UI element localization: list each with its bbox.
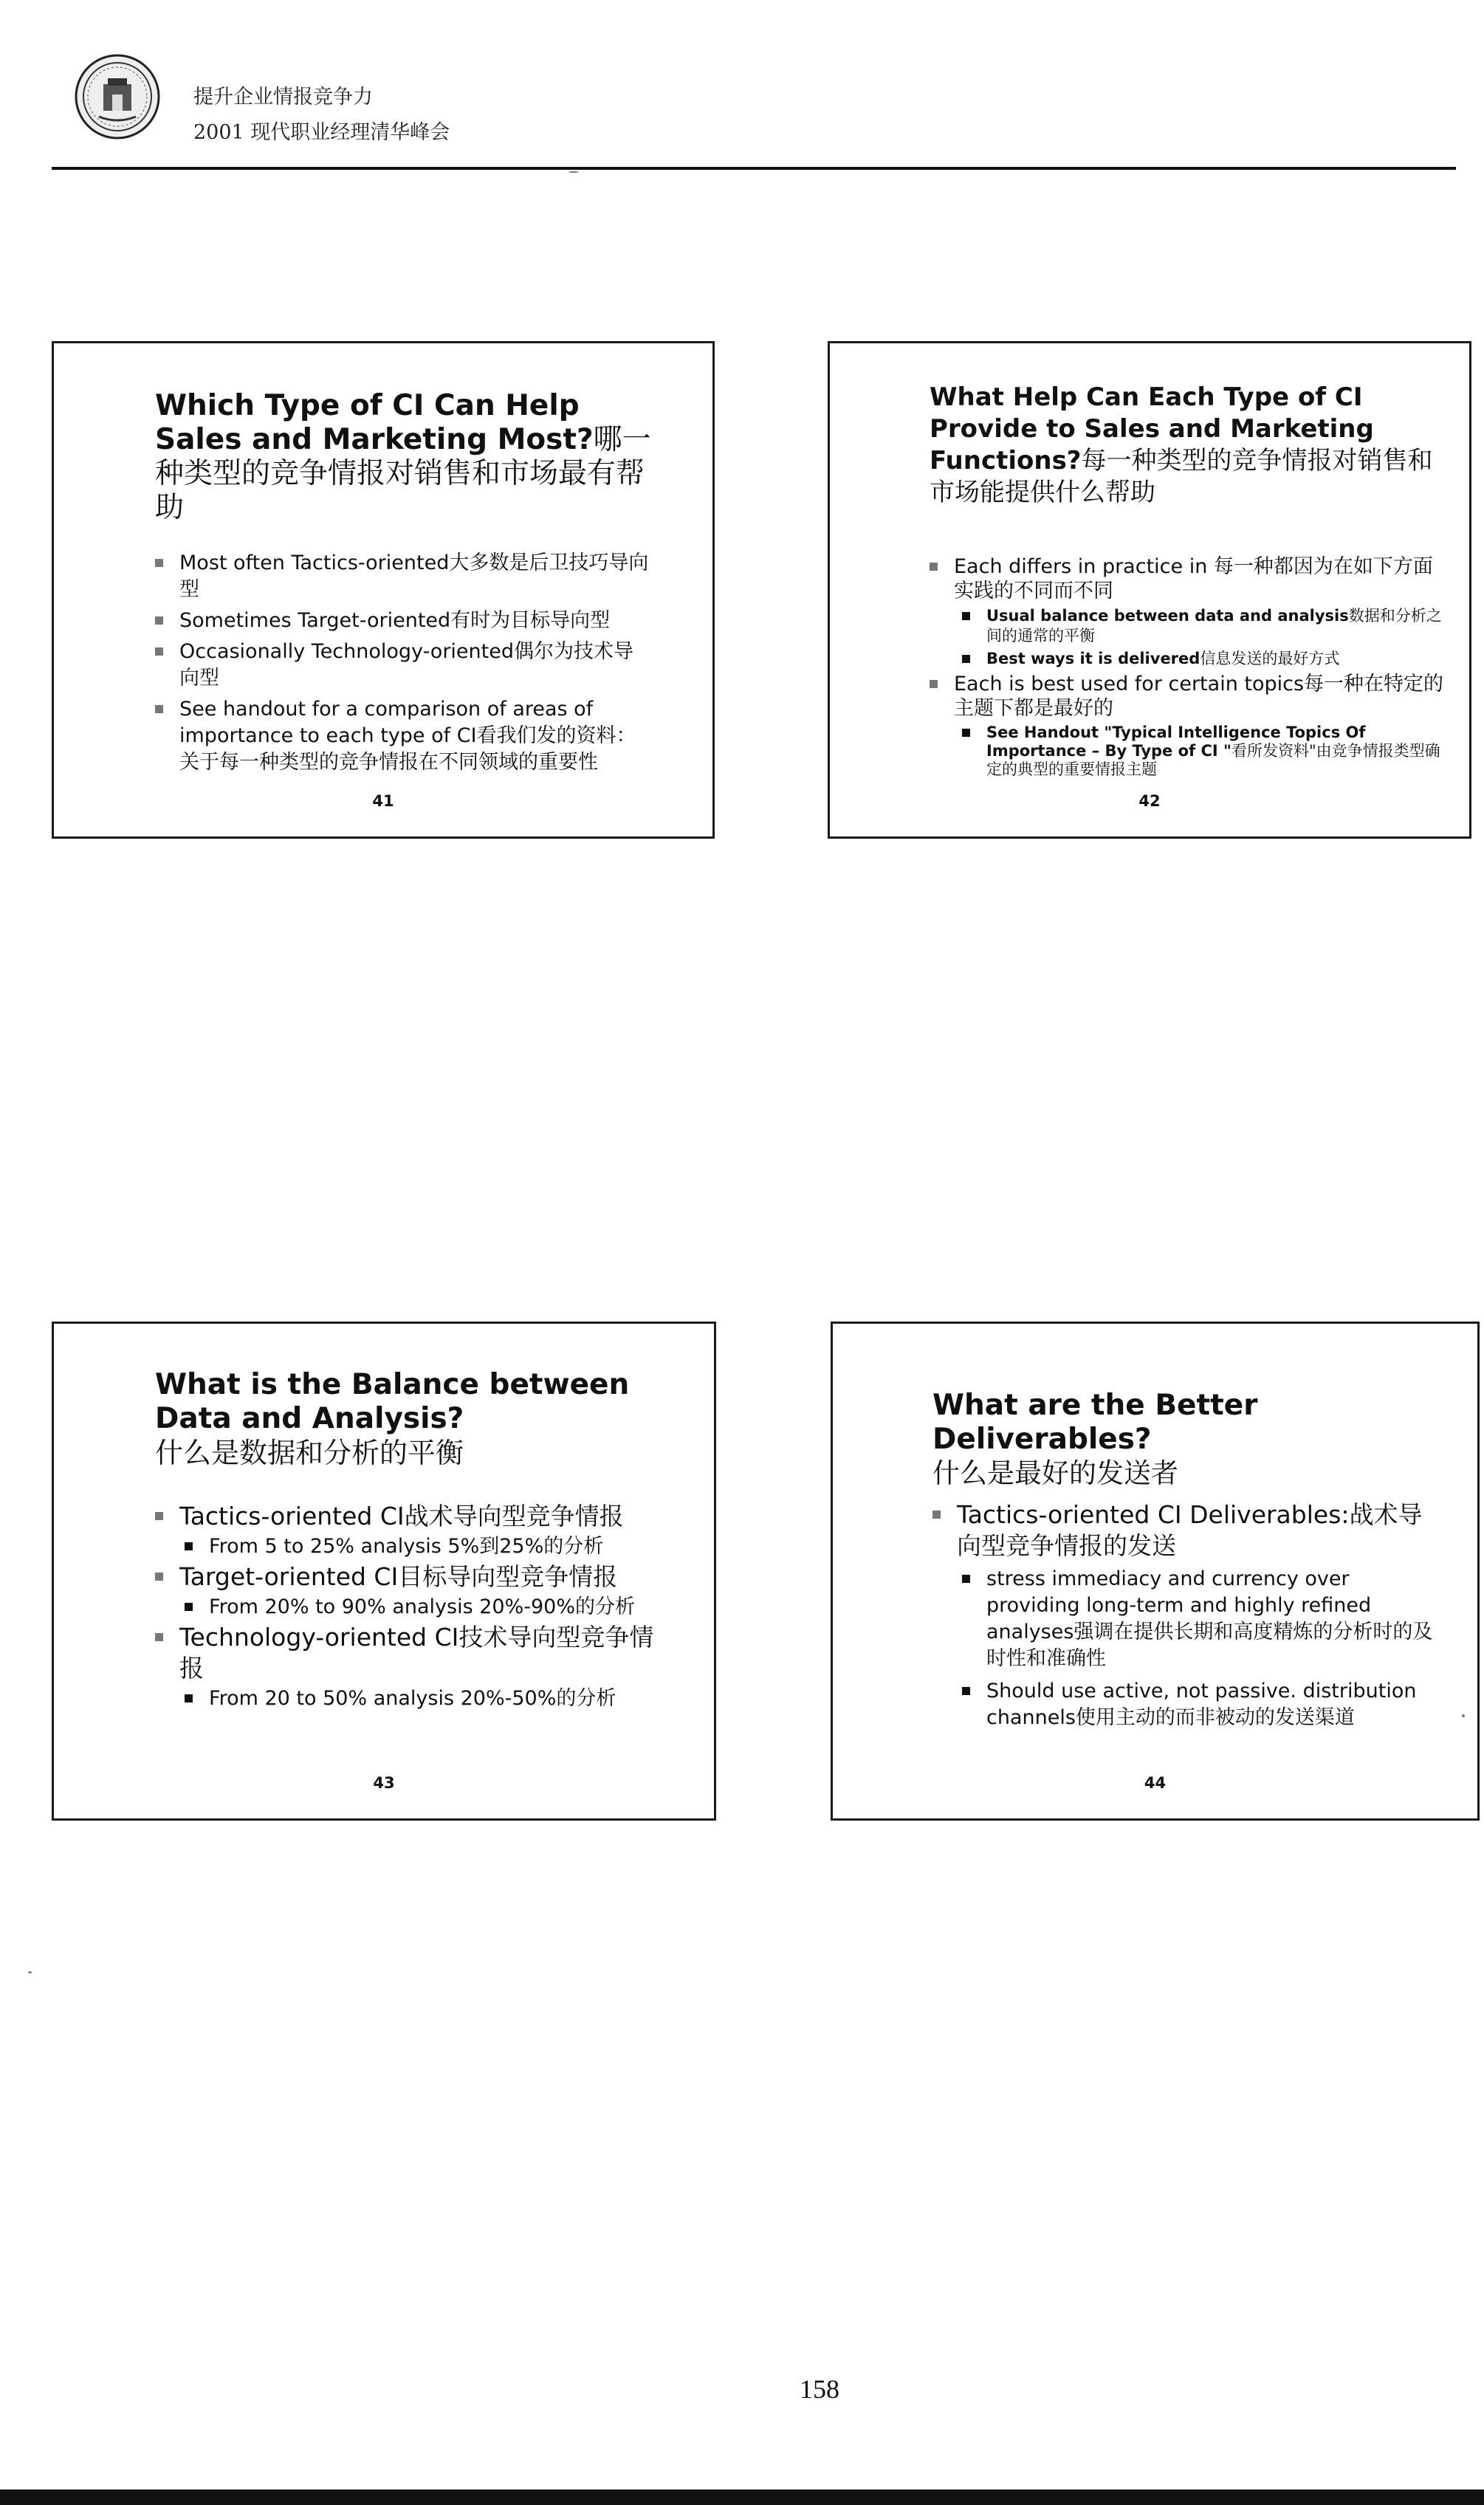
- slide-title: [155, 389, 672, 525]
- slide-title-cn: 每一种类型的竞争情报对销售和市场能提供什么帮助: [930, 446, 1433, 507]
- header-title: 提升企业情报竞争力: [193, 86, 373, 109]
- slide-title-cn: 什么是数据和分析的平衡: [155, 1437, 464, 1469]
- list-item: From 20% to 90% analysis 20%-90%的分析: [185, 1592, 657, 1622]
- slide-title-en: What is the Balance between Data and Analysis?: [155, 1368, 630, 1435]
- scan-speck: [28, 1971, 32, 1973]
- list-item: stress immediacy and currency over providing long-term and highly refined analyses强调在提供长期和高度精炼的分析时的及时性和准确性: [962, 1566, 1435, 1672]
- slide-42: [828, 341, 1471, 839]
- list-item: Most often Tactics-oriented大多数是后卫技巧导向型: [155, 550, 650, 603]
- scan-speck: [568, 171, 579, 173]
- slide-title: [930, 382, 1446, 509]
- list-item: Best ways it is delivered信息发送的最好方式: [962, 649, 1446, 669]
- list-item: See handout for a comparison of areas of importance to each type of CI看我们发的资料：关于每一种类型的竞争情报在不同领域的重要性: [155, 696, 650, 776]
- list-item: Usual balance between data and analysis数据和分析之间的通常的平衡: [962, 606, 1446, 646]
- bullet-list: [155, 550, 650, 776]
- slide-title: [932, 1389, 1464, 1491]
- list-item: Tactics-oriented CI Deliverables:战术导向型竞争情报的发送: [932, 1499, 1435, 1561]
- slide-title-en: What Help Can Each Type of CI Provide to Sales and Marketing Functions?: [930, 382, 1374, 475]
- slide-number: 41: [372, 792, 394, 810]
- list-item: Occasionally Technology-oriented偶尔为技术导向型: [155, 639, 650, 692]
- list-item: Sometimes Target-oriented有时为目标导向型: [155, 608, 650, 634]
- bottom-edge: [0, 2489, 1484, 2505]
- header-divider: [52, 167, 1456, 170]
- bullet-list: [932, 1499, 1435, 1731]
- scan-speck: [1462, 1714, 1465, 1717]
- slide-title-en: Which Type of CI Can Help Sales and Marketing Most?: [155, 389, 594, 456]
- slide-41: [52, 341, 715, 839]
- list-item: Target-oriented CI目标导向型竞争情报: [155, 1561, 657, 1592]
- list-item: Tactics-oriented CI战术导向型竞争情报: [155, 1501, 657, 1532]
- list-item: Technology-oriented CI技术导向型竞争情报: [155, 1622, 657, 1684]
- slide-title-en: What are the Better Deliverables?: [932, 1389, 1258, 1456]
- slide-title-cn: 哪一种类型的竞争情报对销售和市场最有帮助: [155, 423, 651, 524]
- slide-44: [831, 1322, 1480, 1821]
- slide-43: [52, 1322, 716, 1821]
- list-item: Each differs in practice in 每一种都因为在如下方面实践的不同而不同: [930, 554, 1446, 603]
- list-item: From 5 to 25% analysis 5%到25%的分析: [185, 1532, 657, 1561]
- header-subtitle: 2001 现代职业经理清华峰会: [193, 121, 450, 144]
- slide-number: 42: [1138, 792, 1161, 810]
- list-item: Should use active, not passive. distribution channels使用主动的而非被动的发送渠道: [962, 1678, 1435, 1731]
- header: [193, 80, 450, 151]
- list-item: Each is best used for certain topics每一种在特定的主题下都是最好的: [930, 672, 1446, 721]
- slide-number: 43: [373, 1774, 395, 1792]
- page-number: 158: [800, 2374, 839, 2404]
- slide-number: 44: [1144, 1774, 1167, 1792]
- list-item: From 20 to 50% analysis 20%-50%的分析: [185, 1684, 657, 1714]
- list-item: See Handout "Typical Intelligence Topics Of Importance – By Type of CI "看所发资料"由竞争情报类型确定的典型的重要情报主题: [962, 724, 1446, 779]
- slide-title: [155, 1368, 672, 1471]
- slide-title-cn: 什么是最好的发送者: [932, 1457, 1178, 1489]
- bullet-list: [155, 1501, 657, 1714]
- bullet-list: [930, 554, 1446, 779]
- seal-logo-icon: [74, 53, 161, 140]
